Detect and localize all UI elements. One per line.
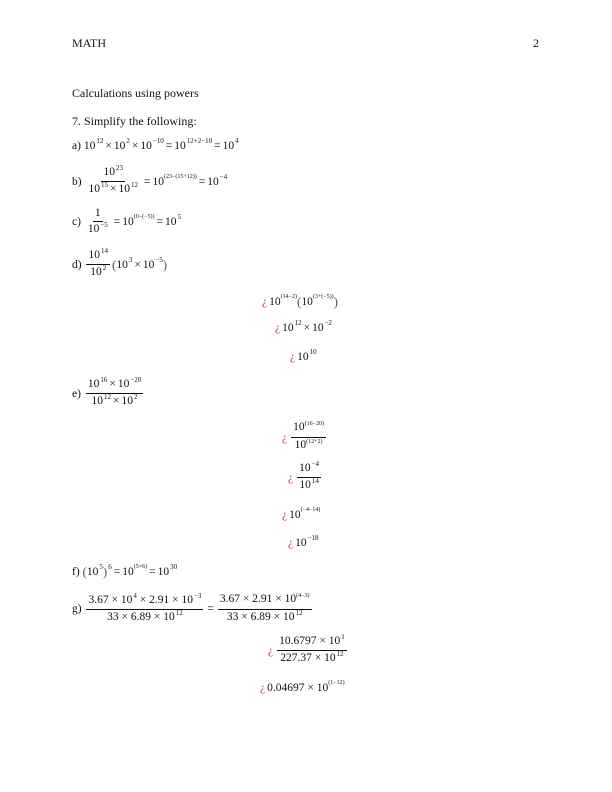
step-e-3: ¿ 10 (−4−14) bbox=[282, 507, 321, 521]
running-header-left: MATH bbox=[72, 36, 107, 50]
equation-g: g) $\frac{3.67 \times 10^4 \times 2.91 \times 10^{-3}}{33 \times 6.89 \times 10^{12}}$ = $\frac{3.67 \times 2.91 \times 10^{(4-3)}}{33 \times 6.89 \times 10^{12}}$ bbox=[72, 591, 310, 623]
step-d-1: ¿ 10 (14−2) ( 10 (3+(−5)) ) bbox=[262, 294, 338, 309]
step-e-1: ¿ $\frac{10^{(16-20)}}{10^{(12+2)}}$ bbox=[282, 421, 324, 451]
equation-e bbox=[72, 378, 145, 409]
step-d-3: ¿ 10 10 bbox=[290, 348, 317, 363]
fraction-c: $\frac{1}{10^{-5}}$ bbox=[87, 207, 108, 235]
equation-b: b) $\frac{10^{23}}{10^{15} \times 10^{12}}$ = 10 (23−(15+12)) = 10 −4 bbox=[72, 164, 228, 195]
step-e-4: ¿ 10 −18 bbox=[288, 534, 319, 549]
fraction-e: $\frac{10^{16} \times 10^{-20}}{10^{12} \times 10^2}$ bbox=[87, 376, 142, 407]
label-b: b) bbox=[72, 175, 82, 188]
label-g: g) bbox=[72, 603, 82, 615]
step-d-2: ¿ 10 12 × 10 −2 bbox=[275, 319, 333, 334]
label-d: d) bbox=[72, 258, 82, 271]
fraction-g-1: $\frac{3.67 \times 10^4 \times 2.91 \times 10^{-3}}{33 \times 6.89 \times 10^{12}}$ bbox=[88, 591, 202, 623]
question-heading: 7. Simplify the following: bbox=[72, 114, 197, 128]
step-g-2: ¿ 0.04697 × 10 (1−12) bbox=[260, 680, 345, 694]
step-e-2: ¿ $\frac{10^{-4}}{10^{14}}$ bbox=[288, 460, 320, 491]
fraction-b: $\frac{10^{23}}{10^{15} \times 10^{12}}$ bbox=[88, 164, 138, 195]
label-e: e) bbox=[72, 387, 81, 400]
page-number: 2 bbox=[533, 36, 539, 50]
fraction-g-2: $\frac{3.67 \times 2.91 \times 10^{(4-3)}}{33 \times 6.89 \times 10^{12}}$ bbox=[219, 593, 310, 623]
label-a: a) bbox=[72, 140, 81, 152]
step-g-1: ¿ $\frac{10.6797 \times 10^1}{227.37 \times 10^{12}}$ bbox=[268, 633, 345, 664]
section-title: Calculations using powers bbox=[72, 86, 199, 100]
equation-c: c) $\frac{1}{10^{-5}}$ = 10 (0−(−5)) = 10 5 bbox=[72, 207, 182, 235]
label-c: c) bbox=[72, 216, 81, 228]
label-f: f) bbox=[72, 566, 80, 578]
fraction-d: $\frac{10^{14}}{10^2}$ bbox=[88, 247, 108, 278]
equation-d: d) $\frac{10^{14}}{10^2}$ ( 10 3 × 10 −5 ) bbox=[72, 247, 168, 278]
equation-a: a) 10 12 × 10 2 × 10 −10 = 10 12+2−10 = 10 4 bbox=[72, 137, 239, 152]
equation-f: f) ( 10 5 ) 6 = 10 (5×6) = 10 30 bbox=[72, 563, 178, 579]
